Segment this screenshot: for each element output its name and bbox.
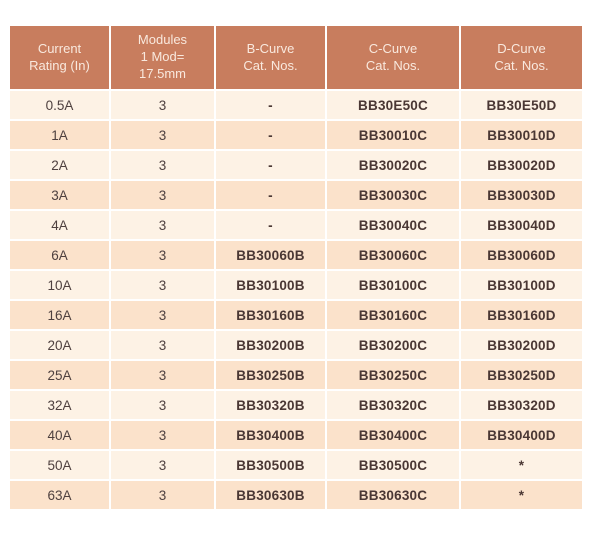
cell-c-curve-cat-no: BB30400C [327, 421, 459, 449]
header-cell-c-curve [327, 26, 459, 89]
cell-d-curve-cat-no: BB30010D [461, 121, 582, 149]
cell-modules: 3 [111, 451, 214, 479]
cell-b-curve-cat-no: - [216, 151, 325, 179]
cell-c-curve-cat-no: BB30040C [327, 211, 459, 239]
cell-d-curve-cat-no: BB30040D [461, 211, 582, 239]
cell-modules: 3 [111, 181, 214, 209]
table-row [10, 151, 582, 179]
cell-b-curve-cat-no: BB30500B [216, 451, 325, 479]
cell-c-curve-cat-no: BB30250C [327, 361, 459, 389]
cell-c-curve-cat-no: BB30160C [327, 301, 459, 329]
table-row [10, 331, 582, 359]
cell-d-curve-cat-no: * [461, 451, 582, 479]
cell-current-rating: 16A [10, 301, 109, 329]
cell-b-curve-cat-no: BB30400B [216, 421, 325, 449]
cell-d-curve-cat-no: BB30320D [461, 391, 582, 419]
cell-c-curve-cat-no: BB30010C [327, 121, 459, 149]
table-body [10, 91, 582, 509]
cell-d-curve-cat-no: BB30060D [461, 241, 582, 269]
table-row [10, 301, 582, 329]
header-line: B-Curve [246, 40, 295, 56]
cell-b-curve-cat-no: BB30200B [216, 331, 325, 359]
cell-c-curve-cat-no: BB30500C [327, 451, 459, 479]
cell-c-curve-cat-no: BB30200C [327, 331, 459, 359]
header-line: Cat. Nos. [243, 57, 298, 73]
cell-c-curve-cat-no: BB30E50C [327, 91, 459, 119]
table-row [10, 361, 582, 389]
cell-current-rating: 25A [10, 361, 109, 389]
cell-b-curve-cat-no: - [216, 181, 325, 209]
header-line: Rating (In) [29, 57, 90, 73]
cell-modules: 3 [111, 91, 214, 119]
table-row [10, 271, 582, 299]
table-row [10, 391, 582, 419]
table-row [10, 91, 582, 119]
cell-d-curve-cat-no: BB30020D [461, 151, 582, 179]
cell-b-curve-cat-no: BB30320B [216, 391, 325, 419]
cell-modules: 3 [111, 211, 214, 239]
cell-b-curve-cat-no: BB30160B [216, 301, 325, 329]
cell-current-rating: 10A [10, 271, 109, 299]
header-cell-d-curve [461, 26, 582, 89]
table-row [10, 421, 582, 449]
table-row [10, 211, 582, 239]
cell-modules: 3 [111, 391, 214, 419]
header-cell-current-rating [10, 26, 109, 89]
cell-d-curve-cat-no: BB30160D [461, 301, 582, 329]
header-line: D-Curve [497, 40, 546, 56]
cell-current-rating: 3A [10, 181, 109, 209]
cell-current-rating: 6A [10, 241, 109, 269]
cell-c-curve-cat-no: BB30630C [327, 481, 459, 509]
cell-d-curve-cat-no: BB30E50D [461, 91, 582, 119]
header-line: 1 Mod= [140, 49, 185, 65]
header-line: C-Curve [368, 40, 418, 56]
cell-modules: 3 [111, 151, 214, 179]
cell-modules: 3 [111, 271, 214, 299]
cell-b-curve-cat-no: - [216, 121, 325, 149]
cell-current-rating: 32A [10, 391, 109, 419]
header-cell-b-curve [216, 26, 325, 89]
cell-d-curve-cat-no: BB30100D [461, 271, 582, 299]
cell-d-curve-cat-no: BB30250D [461, 361, 582, 389]
header-line: Cat. Nos. [365, 57, 421, 73]
cell-current-rating: 63A [10, 481, 109, 509]
cell-b-curve-cat-no: BB30060B [216, 241, 325, 269]
cell-c-curve-cat-no: BB30020C [327, 151, 459, 179]
header-line: 17.5mm [139, 65, 186, 81]
cell-current-rating: 4A [10, 211, 109, 239]
cell-b-curve-cat-no: BB30630B [216, 481, 325, 509]
cell-c-curve-cat-no: BB30100C [327, 271, 459, 299]
cell-current-rating: 40A [10, 421, 109, 449]
cell-modules: 3 [111, 241, 214, 269]
catalog-table [8, 24, 584, 511]
table-row [10, 121, 582, 149]
cell-d-curve-cat-no: BB30030D [461, 181, 582, 209]
cell-modules: 3 [111, 481, 214, 509]
header-row [10, 26, 582, 89]
cell-current-rating: 1A [10, 121, 109, 149]
cell-d-curve-cat-no: * [461, 481, 582, 509]
header-line: Cat. Nos. [494, 57, 549, 73]
header-line: Current [37, 40, 82, 56]
cell-current-rating: 50A [10, 451, 109, 479]
cell-c-curve-cat-no: BB30320C [327, 391, 459, 419]
cell-d-curve-cat-no: BB30400D [461, 421, 582, 449]
cell-current-rating: 20A [10, 331, 109, 359]
cell-b-curve-cat-no: BB30100B [216, 271, 325, 299]
cell-c-curve-cat-no: BB30030C [327, 181, 459, 209]
cell-b-curve-cat-no: BB30250B [216, 361, 325, 389]
cell-modules: 3 [111, 331, 214, 359]
table-row [10, 181, 582, 209]
cell-b-curve-cat-no: - [216, 91, 325, 119]
cell-current-rating: 2A [10, 151, 109, 179]
table-row [10, 241, 582, 269]
cell-modules: 3 [111, 301, 214, 329]
table-row [10, 451, 582, 479]
cell-current-rating: 0.5A [10, 91, 109, 119]
cell-modules: 3 [111, 361, 214, 389]
header-line: Modules [137, 32, 188, 48]
cell-b-curve-cat-no: - [216, 211, 325, 239]
cell-modules: 3 [111, 121, 214, 149]
cell-d-curve-cat-no: BB30200D [461, 331, 582, 359]
table-row [10, 481, 582, 509]
cell-modules: 3 [111, 421, 214, 449]
cell-c-curve-cat-no: BB30060C [327, 241, 459, 269]
header-cell-modules [111, 26, 214, 89]
